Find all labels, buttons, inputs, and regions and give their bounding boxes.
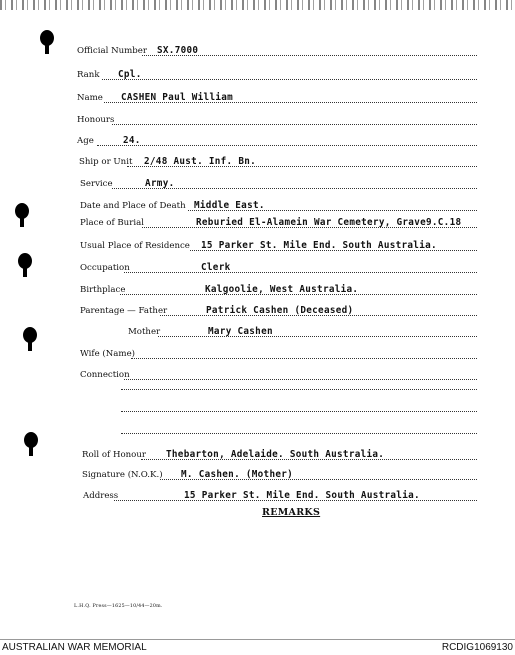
rank-label: Rank — [77, 70, 100, 80]
usual-residence-label: Usual Place of Residence — [80, 241, 190, 251]
age-row — [0, 132, 515, 148]
ship-or-unit-row — [0, 153, 515, 169]
date-place-death-value: Middle East. — [194, 200, 265, 211]
name-value: CASHEN Paul William — [121, 92, 234, 103]
footer-record-id: RCDIG1069130 — [441, 642, 513, 653]
ship-or-unit-value: 2/48 Aust. Inf. Bn. — [144, 156, 257, 167]
address-row — [0, 487, 515, 503]
occupation-row — [0, 259, 515, 275]
occupation-label: Occupation — [80, 263, 130, 273]
mother-value: Mary Cashen — [208, 326, 273, 337]
scan-edge-noise — [0, 0, 515, 10]
wife-row — [0, 345, 515, 361]
official-number-row — [0, 42, 515, 58]
name-row — [0, 89, 515, 105]
usual-residence-value: 15 Parker St. Mile End. South Australia. — [201, 240, 437, 251]
official-number-value: SX.7000 — [157, 45, 199, 56]
age-label: Age — [77, 136, 94, 146]
connection-line-3 — [121, 411, 477, 412]
date-place-death-row — [0, 197, 515, 213]
signature-row — [0, 466, 515, 482]
connection-line-4 — [121, 433, 477, 434]
remarks-heading: REMARKS — [262, 507, 321, 518]
archive-footer — [0, 639, 515, 655]
official-number-label: Official Number — [77, 46, 147, 56]
place-of-burial-row — [0, 214, 515, 230]
date-place-death-label: Date and Place of Death — [80, 201, 186, 211]
birthplace-value: Kalgoolie, West Australia. — [205, 284, 359, 295]
ship-or-unit-label: Ship or Unit — [79, 157, 133, 167]
footer-institution: AUSTRALIAN WAR MEMORIAL — [2, 642, 147, 653]
birthplace-label: Birthplace — [80, 285, 126, 295]
birthplace-row — [0, 281, 515, 297]
connection-row — [0, 366, 515, 382]
name-label: Name — [77, 93, 103, 103]
father-label: Parentage — Father — [80, 306, 168, 316]
signature-value: M. Cashen. (Mother) — [181, 469, 294, 480]
connection-label: Connection — [80, 370, 130, 380]
roll-of-honour-row — [0, 446, 515, 462]
roll-of-honour-label: Roll of Honour — [82, 450, 146, 460]
mother-label: Mother — [128, 327, 161, 337]
connection-line-2 — [121, 389, 477, 390]
rank-value: Cpl. — [118, 69, 142, 80]
address-value: 15 Parker St. Mile End. South Australia. — [184, 490, 420, 501]
rank-row — [0, 66, 515, 82]
printer-imprint: L.H.Q. Press—1625—10/44—20m. — [74, 604, 163, 609]
service-row — [0, 175, 515, 191]
wife-label: Wife (Name) — [80, 349, 136, 359]
usual-residence-row — [0, 237, 515, 253]
service-value: Army. — [145, 178, 175, 189]
place-of-burial-label: Place of Burial — [80, 218, 144, 228]
father-row — [0, 302, 515, 318]
signature-label: Signature (N.O.K.) — [82, 470, 163, 480]
honours-row — [0, 111, 515, 127]
address-label: Address — [83, 491, 119, 501]
place-of-burial-value: Reburied El-Alamein War Cemetery, Grave9.C.18 — [196, 217, 462, 228]
service-label: Service — [80, 179, 113, 189]
honours-label: Honours — [77, 115, 115, 125]
father-value: Patrick Cashen (Deceased) — [206, 305, 354, 316]
roll-of-honour-value: Thebarton, Adelaide. South Australia. — [166, 449, 385, 460]
age-value: 24. — [123, 135, 141, 146]
mother-row — [0, 323, 515, 339]
occupation-value: Clerk — [201, 262, 231, 273]
